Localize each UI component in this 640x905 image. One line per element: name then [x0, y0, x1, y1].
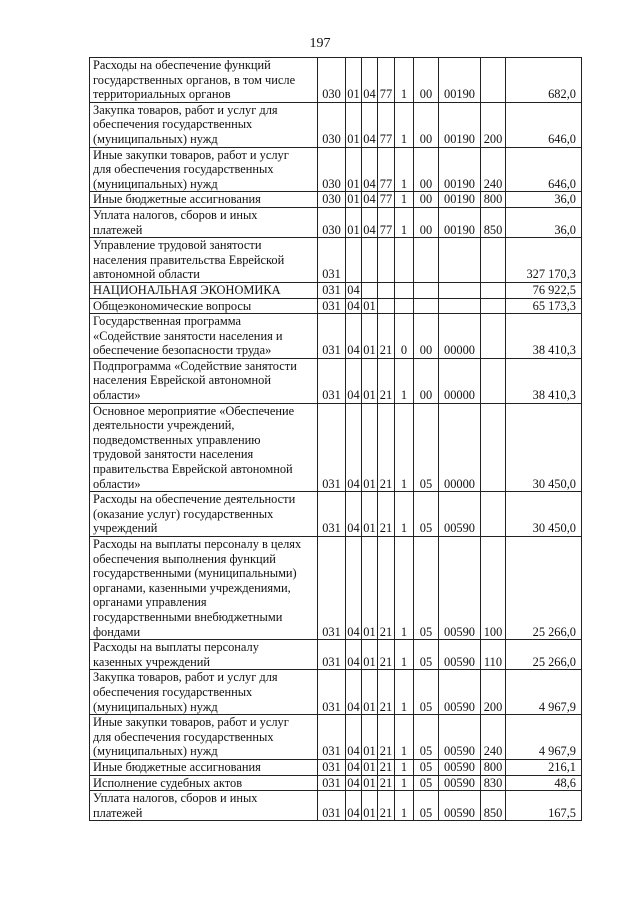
cell-p1 — [378, 298, 395, 314]
cell-p4 — [439, 238, 481, 283]
cell-rz: 04 — [346, 715, 362, 760]
cell-rz: 01 — [346, 58, 362, 103]
cell-p3: 05 — [414, 715, 439, 760]
table-row — [90, 282, 582, 298]
row-name — [90, 298, 318, 314]
row-name — [90, 192, 318, 208]
cell-vr — [481, 314, 506, 359]
cell-pr: 04 — [362, 147, 378, 192]
cell-sum: 30 450,0 — [506, 403, 582, 492]
row-name-line: платежей — [93, 222, 143, 237]
row-name — [90, 58, 318, 103]
cell-gr: 030 — [318, 102, 346, 147]
cell-gr: 031 — [318, 492, 346, 537]
cell-vr: 800 — [481, 759, 506, 775]
cell-sum: 4 967,9 — [506, 670, 582, 715]
cell-p2: 1 — [395, 759, 414, 775]
row-name-line: обеспечения государственных — [93, 684, 253, 699]
cell-p1: 21 — [378, 670, 395, 715]
row-name-line: Иные закупки товаров, работ и услуг — [93, 715, 289, 730]
row-name-line: правительства Еврейской автономной — [93, 462, 293, 477]
cell-rz: 04 — [347, 775, 360, 790]
table-row — [90, 759, 582, 775]
table-row — [90, 670, 582, 715]
cell-vr — [481, 358, 506, 403]
cell-rz: 04 — [346, 403, 362, 492]
cell-vr: 240 — [481, 715, 506, 760]
cell-pr: 01 — [363, 759, 376, 774]
budget-table — [89, 57, 582, 821]
row-name — [90, 537, 318, 640]
cell-vr: 240 — [481, 147, 506, 192]
cell-p1: 21 — [378, 358, 395, 403]
cell-p1: 21 — [378, 759, 395, 775]
row-name-line: государственных органов, в том числе — [93, 72, 296, 87]
cell-gr: 031 — [318, 238, 346, 283]
row-name-line: Расходы на обеспечение функций — [93, 58, 271, 72]
cell-sum: 682,0 — [506, 58, 582, 103]
cell-p2: 1 — [395, 715, 414, 760]
cell-sum: 4 967,9 — [506, 715, 582, 760]
cell-vr: 200 — [481, 670, 506, 715]
row-name-line: органами управления — [93, 595, 207, 610]
cell-p2: 1 — [395, 775, 414, 791]
cell-sum: 65 173,3 — [506, 298, 582, 314]
cell-p2: 1 — [395, 192, 414, 208]
row-name-line: области» — [93, 476, 141, 491]
table-row — [90, 147, 582, 192]
cell-p3: 05 — [414, 403, 439, 492]
cell-vr: 850 — [481, 207, 506, 237]
row-name-line: Исполнение судебных актов — [93, 775, 243, 790]
cell-sum: 25 266,0 — [506, 640, 582, 670]
row-name-line: платежей — [93, 805, 143, 820]
cell-rz: 04 — [346, 640, 362, 670]
cell-pr — [362, 238, 378, 283]
table-row — [90, 102, 582, 147]
row-name — [90, 759, 318, 775]
cell-pr: 01 — [362, 492, 378, 537]
cell-p3: 00 — [414, 58, 439, 103]
cell-p3: 00 — [414, 358, 439, 403]
row-name-line: государственными внебюджетными — [93, 609, 283, 624]
cell-p1: 77 — [378, 147, 395, 192]
cell-pr: 01 — [362, 358, 378, 403]
row-name-line: (муниципальных) нужд — [93, 176, 218, 191]
cell-vr: 850 — [481, 791, 506, 821]
cell-pr — [362, 282, 378, 298]
row-name-line: трудовой занятости населения — [93, 447, 254, 462]
table-row — [90, 640, 582, 670]
cell-p3: 05 — [414, 537, 439, 640]
cell-gr: 031 — [318, 537, 346, 640]
row-name-line: Управление трудовой занятости — [93, 238, 262, 253]
row-name — [90, 715, 318, 760]
row-name — [90, 314, 318, 359]
row-name — [90, 492, 318, 537]
cell-p1: 21 — [378, 492, 395, 537]
row-name — [90, 358, 318, 403]
cell-sum: 327 170,3 — [506, 238, 582, 283]
cell-vr — [481, 298, 506, 314]
row-name-line: Расходы на выплаты персоналу в целях — [93, 537, 302, 551]
row-name — [90, 102, 318, 147]
table-row — [90, 791, 582, 821]
cell-p2: 1 — [395, 147, 414, 192]
cell-p1 — [378, 282, 395, 298]
cell-pr: 01 — [363, 775, 376, 790]
cell-rz: 01 — [346, 207, 362, 237]
cell-pr: 01 — [362, 314, 378, 359]
cell-gr: 031 — [318, 715, 346, 760]
table-row — [90, 207, 582, 237]
cell-p3 — [414, 238, 439, 283]
cell-p4: 00190 — [439, 207, 481, 237]
row-name-line: Основное мероприятие «Обеспечение — [93, 403, 295, 418]
cell-gr: 031 — [318, 640, 346, 670]
cell-vr: 100 — [481, 537, 506, 640]
cell-p1: 21 — [378, 791, 395, 821]
cell-pr: 04 — [362, 207, 378, 237]
cell-gr: 031 — [318, 403, 346, 492]
table-row — [90, 298, 582, 314]
table-body — [90, 58, 582, 821]
cell-sum: 30 450,0 — [506, 492, 582, 537]
cell-sum: 36,0 — [506, 192, 582, 208]
cell-p1: 21 — [378, 715, 395, 760]
cell-p4: 00590 — [439, 640, 481, 670]
row-name — [90, 640, 318, 670]
row-name-line: (оказание услуг) государственных — [93, 506, 274, 521]
row-name-line: обеспечение безопасности труда» — [93, 343, 272, 358]
cell-sum: 38 410,3 — [506, 314, 582, 359]
cell-gr: 031 — [318, 775, 346, 791]
row-name-line: Расходы на выплаты персоналу — [93, 640, 259, 655]
row-name-line: «Содействие занятости населения и — [93, 328, 283, 343]
row-name-line: Уплата налогов, сборов и иных — [93, 791, 258, 806]
cell-vr: 830 — [481, 775, 506, 791]
row-name — [90, 238, 318, 283]
cell-p4: 00590 — [439, 759, 481, 775]
cell-p1: 77 — [378, 102, 395, 147]
cell-pr: 04 — [362, 102, 378, 147]
cell-sum: 646,0 — [506, 147, 582, 192]
cell-vr — [481, 58, 506, 103]
row-name-line: Закупка товаров, работ и услуг для — [93, 670, 278, 685]
cell-vr — [481, 492, 506, 537]
cell-gr: 031 — [318, 298, 346, 314]
cell-vr — [481, 403, 506, 492]
table-row — [90, 715, 582, 760]
cell-p4: 00190 — [439, 147, 481, 192]
table-row — [90, 192, 582, 208]
cell-sum: 646,0 — [506, 102, 582, 147]
cell-p3: 00 — [414, 102, 439, 147]
table-row — [90, 537, 582, 640]
cell-p3 — [414, 298, 439, 314]
cell-vr: 200 — [481, 102, 506, 147]
cell-sum: 36,0 — [506, 207, 582, 237]
cell-p4 — [439, 282, 481, 298]
row-name-line: (муниципальных) нужд — [93, 744, 218, 759]
cell-p4: 00190 — [439, 102, 481, 147]
row-name — [90, 282, 318, 298]
table-row — [90, 58, 582, 103]
cell-p1: 77 — [378, 207, 395, 237]
cell-p2: 1 — [395, 492, 414, 537]
cell-p4: 00190 — [439, 58, 481, 103]
row-name-line: НАЦИОНАЛЬНАЯ ЭКОНОМИКА — [93, 282, 281, 297]
cell-p4: 00590 — [439, 791, 481, 821]
row-name-line: территориальных органов — [93, 87, 231, 102]
cell-vr — [481, 238, 506, 283]
cell-gr: 031 — [318, 282, 346, 298]
row-name-line: казенных учреждений — [93, 654, 210, 669]
cell-p3 — [414, 282, 439, 298]
cell-p2: 1 — [395, 670, 414, 715]
cell-p3: 00 — [414, 207, 439, 237]
row-name-line: обеспечения государственных — [93, 117, 253, 132]
row-name-line: автономной области — [93, 267, 200, 282]
row-name-line: области» — [93, 388, 141, 403]
cell-p3: 00 — [414, 147, 439, 192]
cell-rz: 04 — [346, 492, 362, 537]
row-name-line: (муниципальных) нужд — [93, 699, 218, 714]
cell-rz: 04 — [346, 791, 362, 821]
cell-p3: 00 — [414, 314, 439, 359]
cell-p2: 1 — [395, 403, 414, 492]
cell-gr: 031 — [318, 314, 346, 359]
cell-gr: 030 — [318, 192, 346, 208]
row-name — [90, 207, 318, 237]
cell-sum: 38 410,3 — [506, 358, 582, 403]
cell-rz: 04 — [346, 537, 362, 640]
cell-sum: 25 266,0 — [506, 537, 582, 640]
cell-p3: 00 — [414, 192, 439, 208]
cell-pr: 01 — [362, 403, 378, 492]
row-name-line: Иные закупки товаров, работ и услуг — [93, 147, 289, 162]
cell-p4: 00590 — [439, 670, 481, 715]
cell-p2 — [395, 238, 414, 283]
cell-gr: 030 — [318, 207, 346, 237]
cell-sum: 48,6 — [506, 775, 582, 791]
cell-p1: 77 — [378, 58, 395, 103]
cell-p2: 1 — [395, 102, 414, 147]
cell-p3: 05 — [414, 640, 439, 670]
table-row — [90, 358, 582, 403]
cell-p2: 1 — [395, 58, 414, 103]
cell-gr: 031 — [318, 759, 346, 775]
row-name — [90, 670, 318, 715]
cell-rz: 04 — [346, 314, 362, 359]
row-name-line: (муниципальных) нужд — [93, 131, 218, 146]
cell-gr: 031 — [318, 670, 346, 715]
row-name-line: для обеспечения государственных — [93, 729, 274, 744]
cell-p2 — [395, 282, 414, 298]
page-number: 197 — [309, 36, 331, 51]
cell-rz: 01 — [347, 192, 360, 207]
cell-gr: 030 — [318, 58, 346, 103]
cell-pr: 01 — [362, 791, 378, 821]
cell-rz: 04 — [347, 759, 360, 774]
row-name-line: фондами — [93, 624, 141, 639]
row-name-line: населения правительства Еврейской — [93, 252, 285, 267]
cell-p4: 00000 — [439, 403, 481, 492]
row-name — [90, 775, 318, 791]
row-name-line: Уплата налогов, сборов и иных — [93, 207, 258, 222]
row-name-line: Подпрограмма «Содействие занятости — [93, 358, 297, 373]
cell-p2: 1 — [395, 358, 414, 403]
cell-vr — [481, 282, 506, 298]
cell-p1: 21 — [378, 314, 395, 359]
cell-p3: 05 — [414, 775, 439, 791]
cell-p3: 05 — [414, 759, 439, 775]
cell-p2: 1 — [395, 640, 414, 670]
row-name-line: подведомственных управлению — [93, 432, 261, 447]
cell-sum: 167,5 — [506, 791, 582, 821]
cell-p4: 00190 — [439, 192, 481, 208]
cell-sum: 216,1 — [506, 759, 582, 775]
cell-p4: 00590 — [439, 715, 481, 760]
table-row — [90, 314, 582, 359]
cell-p2: 0 — [395, 314, 414, 359]
cell-p1: 21 — [378, 775, 395, 791]
cell-vr: 110 — [481, 640, 506, 670]
row-name-line: деятельности учреждений, — [93, 418, 235, 433]
row-name-line: Иные бюджетные ассигнования — [93, 192, 261, 207]
cell-rz: 04 — [347, 298, 360, 313]
row-name-line: учреждений — [93, 521, 158, 536]
cell-p1: 21 — [378, 640, 395, 670]
row-name-line: Государственная программа — [93, 314, 241, 329]
cell-p1: 21 — [378, 403, 395, 492]
row-name-line: Иные бюджетные ассигнования — [93, 759, 261, 774]
cell-p2: 1 — [395, 791, 414, 821]
cell-pr: 01 — [362, 670, 378, 715]
cell-p4 — [439, 298, 481, 314]
cell-p3: 05 — [414, 791, 439, 821]
table-row — [90, 403, 582, 492]
row-name-line: для обеспечения государственных — [93, 162, 274, 177]
cell-p3: 05 — [414, 670, 439, 715]
cell-pr: 04 — [363, 192, 376, 207]
cell-p3: 05 — [414, 492, 439, 537]
row-name-line: государственными (муниципальными) — [93, 566, 297, 581]
table-row — [90, 238, 582, 283]
cell-rz: 01 — [346, 102, 362, 147]
row-name-line: Закупка товаров, работ и услуг для — [93, 102, 278, 117]
cell-p2 — [395, 298, 414, 314]
cell-rz — [346, 238, 362, 283]
row-name — [90, 147, 318, 192]
cell-pr: 01 — [363, 298, 376, 313]
cell-p4: 00000 — [439, 358, 481, 403]
cell-gr: 031 — [318, 358, 346, 403]
row-name-line: органами, казенными учреждениями, — [93, 580, 291, 595]
cell-vr: 800 — [481, 192, 506, 208]
cell-p4: 00590 — [439, 537, 481, 640]
cell-p2: 1 — [395, 537, 414, 640]
table-row — [90, 775, 582, 791]
cell-p1: 77 — [378, 192, 395, 208]
cell-pr: 01 — [362, 537, 378, 640]
cell-p2: 1 — [395, 207, 414, 237]
cell-pr: 04 — [362, 58, 378, 103]
cell-rz: 04 — [347, 282, 360, 297]
cell-p1 — [378, 238, 395, 283]
cell-p4: 00590 — [439, 775, 481, 791]
cell-p4: 00590 — [439, 492, 481, 537]
row-name — [90, 403, 318, 492]
cell-rz: 04 — [346, 358, 362, 403]
cell-sum: 76 922,5 — [506, 282, 582, 298]
cell-gr: 031 — [318, 791, 346, 821]
cell-gr: 030 — [318, 147, 346, 192]
row-name-line: обеспечения выполнения функций — [93, 551, 276, 566]
row-name-line: населения Еврейской автономной — [93, 373, 271, 388]
cell-rz: 04 — [346, 670, 362, 715]
cell-rz: 01 — [346, 147, 362, 192]
row-name-line: Расходы на обеспечение деятельности — [93, 492, 296, 507]
cell-p4: 00000 — [439, 314, 481, 359]
cell-pr: 01 — [362, 640, 378, 670]
row-name — [90, 791, 318, 821]
cell-p1: 21 — [378, 537, 395, 640]
table-row — [90, 492, 582, 537]
row-name-line: Общеэкономические вопросы — [93, 298, 252, 313]
cell-pr: 01 — [362, 715, 378, 760]
